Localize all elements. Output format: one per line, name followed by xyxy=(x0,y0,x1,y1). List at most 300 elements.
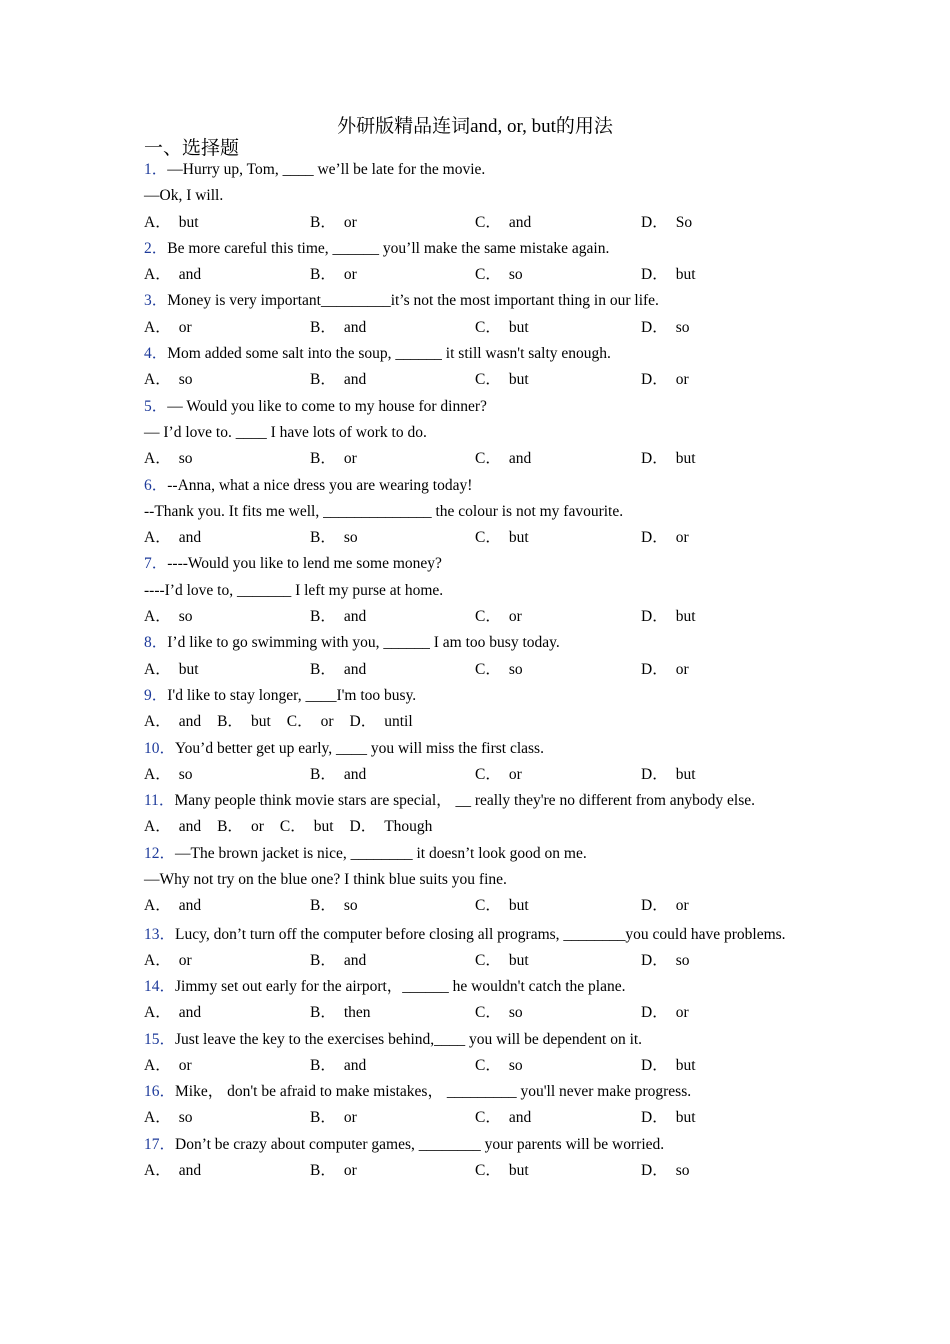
question-text: — Would you like to come to my house for dinner? xyxy=(167,397,487,415)
option-letter: C． xyxy=(475,1109,501,1127)
answer-option xyxy=(641,1158,690,1184)
option-letter: B． xyxy=(310,371,336,389)
question-stem xyxy=(144,394,824,420)
question-stem xyxy=(144,683,824,709)
answer-option xyxy=(641,893,689,919)
question-item xyxy=(144,551,824,630)
question-text: Mike， don't be afraid to make mistakes， _________ you'll never make progress. xyxy=(175,1083,692,1101)
option-text: so xyxy=(675,951,690,969)
question-text: Many people think movie stars are special， __ really they're no different from anybody else. xyxy=(174,792,755,810)
option-text: or xyxy=(343,213,357,231)
option-text: so xyxy=(508,266,523,284)
question-list xyxy=(144,157,824,1184)
answer-option xyxy=(641,1053,696,1079)
option-letter: D． xyxy=(641,266,668,284)
answer-option xyxy=(144,525,201,551)
answer-option xyxy=(144,446,193,472)
answer-option xyxy=(310,1158,357,1184)
answer-option xyxy=(310,262,357,288)
answer-option xyxy=(287,713,334,730)
question-number: 10． xyxy=(144,739,176,757)
question-stem xyxy=(144,288,824,314)
question-stem-line xyxy=(144,183,824,209)
answer-option xyxy=(310,1000,371,1026)
question-stem xyxy=(144,1079,824,1105)
option-letter: C． xyxy=(475,1161,501,1179)
answer-option xyxy=(475,525,529,551)
question-stem xyxy=(144,920,824,948)
answer-option xyxy=(475,210,531,236)
answer-option xyxy=(310,525,358,551)
option-letter: C． xyxy=(475,897,501,915)
option-text: but xyxy=(675,608,696,626)
answer-option xyxy=(144,1000,201,1026)
question-stem xyxy=(144,473,824,499)
answer-option xyxy=(310,762,366,788)
question-text: I'd like to stay longer, ____I'm too busy. xyxy=(167,686,417,704)
option-letter: B． xyxy=(310,1004,336,1022)
option-text: and xyxy=(508,450,532,468)
question-text: Don’t be crazy about computer games, ________ your parents will be worried. xyxy=(175,1135,665,1153)
question-item xyxy=(144,394,824,473)
option-letter: D． xyxy=(349,818,377,836)
question-stem xyxy=(144,1132,824,1158)
option-text: or xyxy=(675,371,689,389)
answer-options xyxy=(144,948,824,974)
option-text: and xyxy=(508,1109,532,1127)
question-number: 4． xyxy=(144,345,168,363)
question-text: Money is very important_________it’s not the most important thing in our life. xyxy=(167,292,659,310)
option-text: but xyxy=(508,318,529,336)
question-number: 16． xyxy=(144,1083,176,1101)
option-letter: C． xyxy=(279,818,306,836)
answer-option xyxy=(475,604,522,630)
option-letter: A． xyxy=(144,897,171,915)
page-title: 外研版精品连词and, or, but的用法 xyxy=(337,116,613,137)
question-number: 14． xyxy=(144,977,176,995)
option-letter: D． xyxy=(641,450,668,468)
question-text: Lucy, don’t turn off the computer before closing all programs, ________you could have problems. xyxy=(175,925,786,943)
option-letter: A． xyxy=(144,1161,171,1179)
question-text: —Ok, I will. xyxy=(144,187,224,205)
option-letter: A． xyxy=(144,660,171,678)
option-letter: C． xyxy=(475,371,501,389)
option-letter: A． xyxy=(144,765,171,783)
option-text: but xyxy=(675,266,696,284)
option-text: and xyxy=(343,765,367,783)
question-number: 6． xyxy=(144,476,168,494)
option-letter: D． xyxy=(641,660,668,678)
option-text: so xyxy=(675,1161,690,1179)
answer-option xyxy=(475,446,531,472)
option-text: but xyxy=(250,713,271,731)
question-stem xyxy=(144,1027,824,1053)
answer-option xyxy=(641,262,696,288)
option-text: or xyxy=(675,529,689,547)
option-letter: A． xyxy=(144,951,171,969)
answer-option xyxy=(475,762,522,788)
option-text: and xyxy=(343,318,367,336)
question-text: ----Would you like to lend me some money? xyxy=(167,555,442,573)
option-letter: D． xyxy=(641,1109,668,1127)
option-text: and xyxy=(178,266,202,284)
option-letter: B． xyxy=(310,1056,336,1074)
option-letter: D． xyxy=(641,371,668,389)
answer-option xyxy=(144,210,199,236)
option-text: and xyxy=(178,529,202,547)
question-stem-line xyxy=(144,578,824,604)
option-letter: A． xyxy=(144,371,171,389)
answer-option xyxy=(350,818,433,835)
option-letter: A． xyxy=(144,450,171,468)
option-text: but xyxy=(508,529,529,547)
answer-option xyxy=(475,1158,529,1184)
option-text: so xyxy=(675,318,690,336)
option-text: Though xyxy=(384,818,433,836)
question-stem xyxy=(144,841,824,867)
option-text: and xyxy=(178,897,202,915)
option-text: and xyxy=(343,371,367,389)
option-letter: D． xyxy=(641,529,668,547)
question-stem xyxy=(144,157,824,183)
answer-options xyxy=(144,1053,824,1079)
option-text: so xyxy=(508,1056,523,1074)
question-item xyxy=(144,920,824,974)
option-text: but xyxy=(675,450,696,468)
answer-option xyxy=(641,525,689,551)
option-text: but xyxy=(508,897,529,915)
answer-option xyxy=(310,446,357,472)
answer-option xyxy=(310,657,366,683)
answer-option xyxy=(641,948,690,974)
question-text: --Thank you. It fits me well, ______________ the colour is not my favourite. xyxy=(144,502,624,520)
option-letter: A． xyxy=(144,1056,171,1074)
question-item xyxy=(144,630,824,683)
option-letter: C． xyxy=(475,765,501,783)
option-letter: C． xyxy=(475,660,501,678)
option-letter: D． xyxy=(641,1004,668,1022)
option-letter: B． xyxy=(310,529,336,547)
question-number: 13． xyxy=(144,925,176,943)
option-text: or xyxy=(343,1109,357,1127)
answer-options xyxy=(144,210,824,236)
answer-option xyxy=(144,818,201,835)
answer-options xyxy=(144,657,824,683)
option-text: but xyxy=(675,1056,696,1074)
answer-option xyxy=(310,210,357,236)
option-text: so xyxy=(178,450,193,468)
option-text: and xyxy=(178,1004,202,1022)
question-text: I’d like to go swimming with you, ______ I am too busy today. xyxy=(167,634,560,652)
option-text: so xyxy=(343,529,358,547)
question-stem-line xyxy=(144,499,824,525)
answer-option xyxy=(144,1053,192,1079)
option-text: So xyxy=(675,213,693,231)
answer-option xyxy=(310,948,366,974)
option-letter: A． xyxy=(144,1109,171,1127)
question-text: Be more careful this time, ______ you’ll make the same mistake again. xyxy=(167,239,610,257)
option-letter: B． xyxy=(310,1109,336,1127)
answer-options xyxy=(144,814,824,840)
option-text: or xyxy=(320,713,334,731)
question-item xyxy=(144,736,824,789)
question-item xyxy=(144,1027,824,1080)
option-text: so xyxy=(178,608,193,626)
question-text: — I’d love to. ____ I have lots of work to do. xyxy=(144,423,427,441)
option-letter: A． xyxy=(144,1004,171,1022)
section-heading: 一、选择题 xyxy=(144,138,240,159)
option-text: and xyxy=(343,951,367,969)
option-letter: A． xyxy=(144,713,171,731)
answer-option xyxy=(310,1105,357,1131)
question-number: 17． xyxy=(144,1135,176,1153)
answer-option xyxy=(475,948,529,974)
question-text: --Anna, what a nice dress you are wearing today! xyxy=(167,476,473,494)
answer-options xyxy=(144,1105,824,1131)
question-number: 1． xyxy=(144,161,168,178)
option-letter: B． xyxy=(310,608,336,626)
answer-options xyxy=(144,893,824,919)
answer-options xyxy=(144,604,824,630)
question-text: —Hurry up, Tom, ____ we’ll be late for the movie. xyxy=(167,161,486,178)
question-item xyxy=(144,157,824,236)
option-letter: D． xyxy=(641,318,668,336)
option-text: but xyxy=(675,765,696,783)
question-stem-line xyxy=(144,867,824,893)
option-text: but xyxy=(178,213,199,231)
answer-option xyxy=(475,1053,523,1079)
option-letter: C． xyxy=(286,713,313,731)
option-text: so xyxy=(178,1109,193,1127)
question-stem xyxy=(144,788,824,814)
answer-option xyxy=(144,762,193,788)
question-item xyxy=(144,288,824,341)
answer-option xyxy=(144,604,193,630)
question-stem xyxy=(144,974,824,1000)
option-text: and xyxy=(178,1161,202,1179)
answer-option xyxy=(144,948,192,974)
answer-option xyxy=(144,1105,193,1131)
option-text: but xyxy=(508,371,529,389)
option-letter: D． xyxy=(349,713,377,731)
answer-options xyxy=(144,1158,824,1184)
option-letter: D． xyxy=(641,1161,668,1179)
option-text: or xyxy=(343,450,357,468)
option-letter: C． xyxy=(475,951,501,969)
answer-option xyxy=(144,315,192,341)
question-item xyxy=(144,788,824,841)
answer-options xyxy=(144,315,824,341)
question-text: —The brown jacket is nice, ________ it doesn’t look good on me. xyxy=(175,844,587,862)
option-letter: A． xyxy=(144,608,171,626)
answer-option xyxy=(310,1053,366,1079)
option-letter: B． xyxy=(310,213,336,231)
option-text: so xyxy=(178,765,193,783)
option-letter: B． xyxy=(310,897,336,915)
question-item xyxy=(144,841,824,920)
option-letter: C． xyxy=(475,608,501,626)
option-text: or xyxy=(178,951,192,969)
option-text: and xyxy=(343,1056,367,1074)
question-text: Jimmy set out early for the airport，______ he wouldn't catch the plane. xyxy=(175,977,626,995)
question-stem xyxy=(144,736,824,762)
answer-option xyxy=(641,604,696,630)
option-letter: B． xyxy=(310,660,336,678)
option-text: or xyxy=(178,1056,192,1074)
question-text: —Why not try on the blue one? I think blue suits you fine. xyxy=(144,871,507,889)
option-text: and xyxy=(178,713,202,731)
question-number: 8． xyxy=(144,634,168,652)
answer-options xyxy=(144,709,824,735)
option-letter: B． xyxy=(217,713,243,731)
answer-option xyxy=(641,762,696,788)
answer-option xyxy=(475,1000,523,1026)
answer-option xyxy=(475,262,523,288)
answer-option xyxy=(144,893,201,919)
option-letter: A． xyxy=(144,818,171,836)
option-text: so xyxy=(508,1004,523,1022)
answer-options xyxy=(144,762,824,788)
option-letter: D． xyxy=(641,1056,668,1074)
question-item xyxy=(144,473,824,552)
answer-option xyxy=(475,315,529,341)
answer-option xyxy=(641,657,689,683)
option-letter: C． xyxy=(475,318,501,336)
option-letter: A． xyxy=(144,529,171,547)
answer-option xyxy=(144,367,193,393)
option-text: but xyxy=(508,1161,529,1179)
option-letter: B． xyxy=(217,818,243,836)
answer-option xyxy=(144,713,201,730)
option-letter: C． xyxy=(475,1056,501,1074)
question-number: 7． xyxy=(144,555,168,573)
question-number: 11． xyxy=(144,792,175,810)
option-letter: C． xyxy=(475,1004,501,1022)
option-text: but xyxy=(508,951,529,969)
option-text: so xyxy=(343,897,358,915)
answer-option xyxy=(144,1158,201,1184)
option-text: or xyxy=(675,897,689,915)
answer-options xyxy=(144,1000,824,1026)
answer-option xyxy=(310,893,358,919)
option-letter: D． xyxy=(641,608,668,626)
option-text: and xyxy=(178,818,202,836)
option-letter: C． xyxy=(475,266,501,284)
option-text: and xyxy=(343,608,367,626)
answer-option xyxy=(475,1105,531,1131)
option-letter: B． xyxy=(310,450,336,468)
option-text: or xyxy=(508,765,522,783)
answer-options xyxy=(144,367,824,393)
question-number: 3． xyxy=(144,292,168,310)
answer-option xyxy=(280,818,334,835)
option-letter: A． xyxy=(144,213,171,231)
answer-options xyxy=(144,525,824,551)
answer-option xyxy=(641,315,690,341)
option-text: but xyxy=(178,660,199,678)
question-item xyxy=(144,683,824,736)
option-letter: B． xyxy=(310,765,336,783)
option-letter: C． xyxy=(475,213,501,231)
option-text: or xyxy=(343,266,357,284)
option-letter: B． xyxy=(310,1161,336,1179)
option-letter: D． xyxy=(641,213,668,231)
question-item xyxy=(144,974,824,1027)
answer-option xyxy=(310,367,366,393)
answer-option xyxy=(217,713,271,730)
option-text: so xyxy=(178,371,193,389)
option-letter: B． xyxy=(310,318,336,336)
question-item xyxy=(144,1132,824,1185)
option-text: or xyxy=(250,818,264,836)
answer-option xyxy=(310,604,366,630)
answer-options xyxy=(144,446,824,472)
answer-option xyxy=(144,657,199,683)
question-text: Mom added some salt into the soup, ______ it still wasn't salty enough. xyxy=(167,345,611,363)
answer-option xyxy=(641,1105,696,1131)
option-letter: A． xyxy=(144,266,171,284)
option-text: or xyxy=(178,318,192,336)
option-text: and xyxy=(508,213,532,231)
answer-option xyxy=(641,210,692,236)
option-text: then xyxy=(343,1004,371,1022)
question-item xyxy=(144,341,824,394)
question-stem xyxy=(144,630,824,656)
answer-option xyxy=(475,367,529,393)
option-text: but xyxy=(313,818,334,836)
option-letter: B． xyxy=(310,951,336,969)
question-text: ----I’d love to, _______ I left my purse at home. xyxy=(144,581,444,599)
option-text: or xyxy=(675,1004,689,1022)
question-text: You’d better get up early, ____ you will miss the first class. xyxy=(175,739,544,757)
question-number: 9． xyxy=(144,686,168,704)
question-stem-line xyxy=(144,420,824,446)
option-letter: D． xyxy=(641,897,668,915)
option-text: so xyxy=(508,660,523,678)
answer-option xyxy=(144,262,201,288)
answer-option xyxy=(475,893,529,919)
option-letter: D． xyxy=(641,951,668,969)
question-item xyxy=(144,236,824,289)
option-text: until xyxy=(384,713,413,731)
option-letter: C． xyxy=(475,450,501,468)
answer-option xyxy=(217,818,264,835)
option-text: or xyxy=(343,1161,357,1179)
answer-option xyxy=(475,657,523,683)
option-letter: A． xyxy=(144,318,171,336)
option-letter: B． xyxy=(310,266,336,284)
option-text: or xyxy=(508,608,522,626)
answer-option xyxy=(350,713,413,730)
question-number: 5． xyxy=(144,397,168,415)
answer-option xyxy=(641,1000,689,1026)
question-text: Just leave the key to the exercises behind,____ you will be dependent on it. xyxy=(175,1030,643,1048)
option-letter: C． xyxy=(475,529,501,547)
option-letter: D． xyxy=(641,765,668,783)
question-number: 2． xyxy=(144,239,168,257)
question-stem xyxy=(144,236,824,262)
option-text: and xyxy=(343,660,367,678)
question-number: 12． xyxy=(144,844,176,862)
answer-option xyxy=(641,367,689,393)
question-stem xyxy=(144,341,824,367)
question-item xyxy=(144,1079,824,1132)
answer-option xyxy=(310,315,366,341)
question-stem xyxy=(144,551,824,577)
answer-options xyxy=(144,262,824,288)
answer-option xyxy=(641,446,696,472)
option-text: or xyxy=(675,660,689,678)
